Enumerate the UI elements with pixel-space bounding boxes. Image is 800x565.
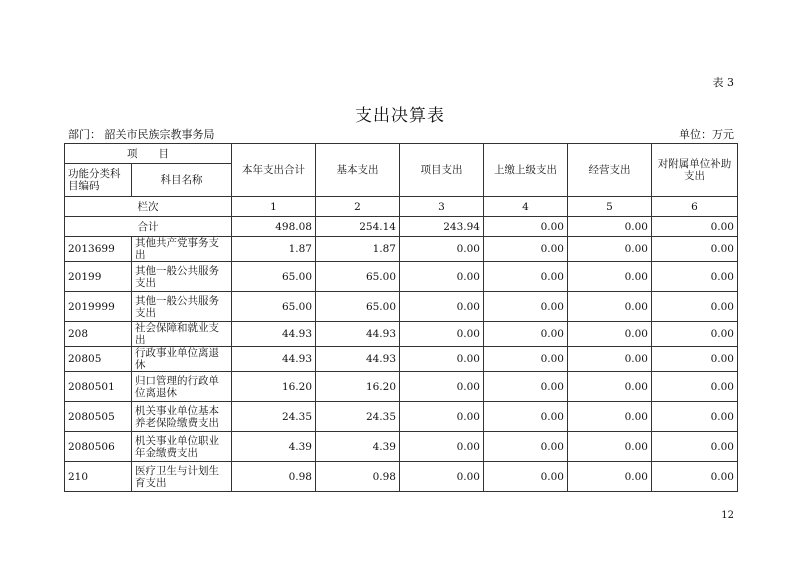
- table-row: [65, 402, 738, 432]
- header-code: 功能分类科目编码: [65, 164, 132, 197]
- row-value: 0.00: [568, 262, 652, 292]
- row-value: 1.87: [316, 237, 400, 262]
- lanci-label: 栏次: [65, 197, 232, 217]
- row-value: 0.00: [400, 292, 484, 322]
- row-code: 2080506: [65, 432, 132, 462]
- row-value: 65.00: [316, 262, 400, 292]
- row-name: 医疗卫生与计划生育支出: [132, 462, 232, 492]
- row-value: 0.00: [400, 432, 484, 462]
- header-col-1: 本年支出合计: [232, 144, 316, 197]
- row-code: 208: [65, 322, 132, 347]
- row-value: 0.00: [400, 322, 484, 347]
- lanci-cell: 1: [232, 197, 316, 217]
- row-value: 44.93: [316, 347, 400, 372]
- row-value: 0.00: [400, 262, 484, 292]
- row-value: 0.00: [484, 462, 568, 492]
- row-value: 65.00: [232, 292, 316, 322]
- row-name: 机关事业单位职业年金缴费支出: [132, 432, 232, 462]
- row-value: 65.00: [232, 262, 316, 292]
- row-value: 0.00: [400, 462, 484, 492]
- table-row: [65, 322, 738, 347]
- header-col-6: 对附属单位补助支出: [652, 144, 738, 197]
- total-label: 合计: [65, 217, 232, 237]
- row-value: 0.00: [652, 322, 738, 347]
- row-value: 0.00: [484, 402, 568, 432]
- row-code: 20805: [65, 347, 132, 372]
- total-cell: 254.14: [316, 217, 400, 237]
- row-value: 0.00: [400, 237, 484, 262]
- row-value: 0.00: [652, 402, 738, 432]
- table-row: [65, 462, 738, 492]
- row-value: 65.00: [316, 292, 400, 322]
- header-col-3: 项目支出: [400, 144, 484, 197]
- total-cell: 0.00: [484, 217, 568, 237]
- row-name: 归口管理的行政单位离退休: [132, 372, 232, 402]
- row-code: 2080501: [65, 372, 132, 402]
- lanci-row: [65, 197, 738, 217]
- row-value: 24.35: [316, 402, 400, 432]
- row-value: 0.00: [652, 262, 738, 292]
- table-row: [65, 372, 738, 402]
- row-value: 44.93: [232, 322, 316, 347]
- row-code: 2080505: [65, 402, 132, 432]
- row-value: 44.93: [316, 322, 400, 347]
- unit-label: 单位：万元: [679, 128, 734, 141]
- row-value: 0.00: [568, 292, 652, 322]
- lanci-cell: 4: [484, 197, 568, 217]
- row-value: 0.00: [400, 347, 484, 372]
- row-value: 0.00: [484, 347, 568, 372]
- lanci-cell: 2: [316, 197, 400, 217]
- row-value: 0.00: [568, 347, 652, 372]
- row-value: 0.00: [484, 292, 568, 322]
- row-value: 0.00: [568, 432, 652, 462]
- row-value: 0.00: [652, 237, 738, 262]
- lanci-cell: 5: [568, 197, 652, 217]
- row-value: 0.00: [484, 372, 568, 402]
- page-number: 12: [721, 510, 734, 521]
- header-col-4: 上缴上级支出: [484, 144, 568, 197]
- row-name: 其他共产党事务支出: [132, 237, 232, 262]
- row-value: 24.35: [232, 402, 316, 432]
- table-row: [65, 292, 738, 322]
- row-value: 0.00: [484, 237, 568, 262]
- row-code: 210: [65, 462, 132, 492]
- row-code: 2019999: [65, 292, 132, 322]
- header-name: 科目名称: [132, 164, 232, 197]
- row-value: 4.39: [316, 432, 400, 462]
- table-row: [65, 432, 738, 462]
- row-code: 20199: [65, 262, 132, 292]
- total-row: [65, 217, 738, 237]
- row-value: 0.00: [568, 372, 652, 402]
- total-cell: 0.00: [652, 217, 738, 237]
- table-row: [65, 262, 738, 292]
- row-value: 0.00: [652, 432, 738, 462]
- row-value: 16.20: [316, 372, 400, 402]
- header-item: 项 目: [65, 144, 232, 164]
- row-value: 0.00: [568, 237, 652, 262]
- row-value: 0.00: [484, 322, 568, 347]
- row-value: 0.98: [316, 462, 400, 492]
- total-cell: 498.08: [232, 217, 316, 237]
- row-name: 社会保障和就业支出: [132, 322, 232, 347]
- table-tag: 表 3: [712, 76, 734, 89]
- row-value: 0.00: [652, 462, 738, 492]
- row-value: 0.00: [568, 462, 652, 492]
- row-value: 0.00: [568, 322, 652, 347]
- row-value: 0.98: [232, 462, 316, 492]
- row-value: 4.39: [232, 432, 316, 462]
- header-col-2: 基本支出: [316, 144, 400, 197]
- lanci-cell: 6: [652, 197, 738, 217]
- table-row: [65, 347, 738, 372]
- row-value: 0.00: [652, 372, 738, 402]
- header-col-5: 经营支出: [568, 144, 652, 197]
- department-label: 部门： 韶关市民族宗教事务局: [68, 128, 215, 141]
- table-row: [65, 237, 738, 262]
- page-title: 支出决算表: [355, 106, 445, 126]
- row-value: 0.00: [484, 262, 568, 292]
- row-value: 16.20: [232, 372, 316, 402]
- row-value: 0.00: [568, 402, 652, 432]
- row-code: 2013699: [65, 237, 132, 262]
- expenditure-table: [64, 143, 738, 492]
- lanci-cell: 3: [400, 197, 484, 217]
- row-value: 0.00: [652, 347, 738, 372]
- row-value: 0.00: [484, 432, 568, 462]
- row-value: 1.87: [232, 237, 316, 262]
- row-name: 其他一般公共服务支出: [132, 292, 232, 322]
- row-value: 0.00: [400, 402, 484, 432]
- row-name: 机关事业单位基本养老保险缴费支出: [132, 402, 232, 432]
- row-value: 44.93: [232, 347, 316, 372]
- row-value: 0.00: [400, 372, 484, 402]
- total-cell: 243.94: [400, 217, 484, 237]
- total-cell: 0.00: [568, 217, 652, 237]
- row-value: 0.00: [652, 292, 738, 322]
- row-name: 其他一般公共服务支出: [132, 262, 232, 292]
- row-name: 行政事业单位离退休: [132, 347, 232, 372]
